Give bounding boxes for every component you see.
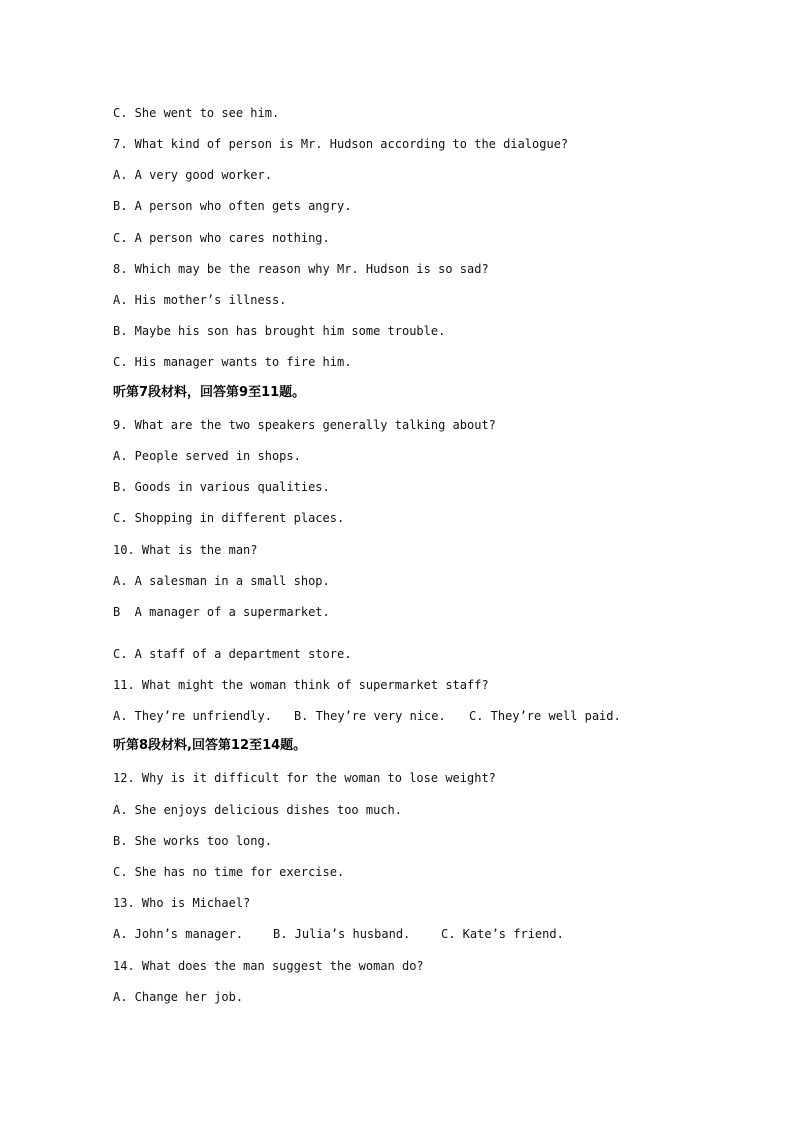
q11-option-b: B. They’re very nice. bbox=[294, 709, 446, 723]
question-9: 9. What are the two speakers generally talking about? bbox=[113, 418, 496, 432]
q7-option-a: A. A very good worker. bbox=[113, 168, 272, 182]
question-7: 7. What kind of person is Mr. Hudson according to the dialogue? bbox=[113, 137, 569, 151]
section-heading-7: 听第7段材料，回答第9至11题。 bbox=[113, 385, 306, 400]
q7-option-b: B. A person who often gets angry. bbox=[113, 199, 352, 213]
q14-option-a: A. Change her job. bbox=[113, 990, 244, 1004]
q13-option-b: B. Julia’s husband. bbox=[273, 927, 411, 941]
q13-option-a: A. John’s manager. bbox=[113, 927, 244, 941]
question-8: 8. Which may be the reason why Mr. Hudson is so sad? bbox=[113, 262, 489, 276]
q11-option-a: A. They’re unfriendly. bbox=[113, 709, 272, 723]
q9-option-a: A. People served in shops. bbox=[113, 449, 301, 463]
section-heading-8: 听第8段材料,回答第12至14题。 bbox=[113, 738, 307, 753]
q8-option-c: C. His manager wants to fire him. bbox=[113, 355, 352, 369]
q11-option-c: C. They’re well paid. bbox=[469, 709, 621, 723]
q12-option-a: A. She enjoys delicious dishes too much. bbox=[113, 803, 402, 817]
q8-option-a: A. His mother’s illness. bbox=[113, 293, 287, 307]
q12-option-b: B. She works too long. bbox=[113, 834, 272, 848]
q9-option-b: B. Goods in various qualities. bbox=[113, 480, 330, 494]
q7-option-c: C. A person who cares nothing. bbox=[113, 231, 330, 245]
question-11: 11. What might the woman think of supermarket staff? bbox=[113, 678, 489, 692]
question-13: 13. Who is Michael? bbox=[113, 896, 251, 910]
q10-option-a: A. A salesman in a small shop. bbox=[113, 574, 330, 588]
question-14: 14. What does the man suggest the woman do? bbox=[113, 959, 424, 973]
q10-option-b: B A manager of a supermarket. bbox=[113, 605, 330, 619]
q9-option-c: C. Shopping in different places. bbox=[113, 511, 345, 525]
q12-option-c: C. She has no time for exercise. bbox=[113, 865, 345, 879]
question-12: 12. Why is it difficult for the woman to lose weight? bbox=[113, 771, 496, 785]
q6-option-c: C. She went to see him. bbox=[113, 106, 280, 120]
q13-option-c: C. Kate’s friend. bbox=[441, 927, 564, 941]
q8-option-b: B. Maybe his son has brought him some trouble. bbox=[113, 324, 446, 338]
q10-option-c: C. A staff of a department store. bbox=[113, 647, 352, 661]
question-10: 10. What is the man? bbox=[113, 543, 258, 557]
